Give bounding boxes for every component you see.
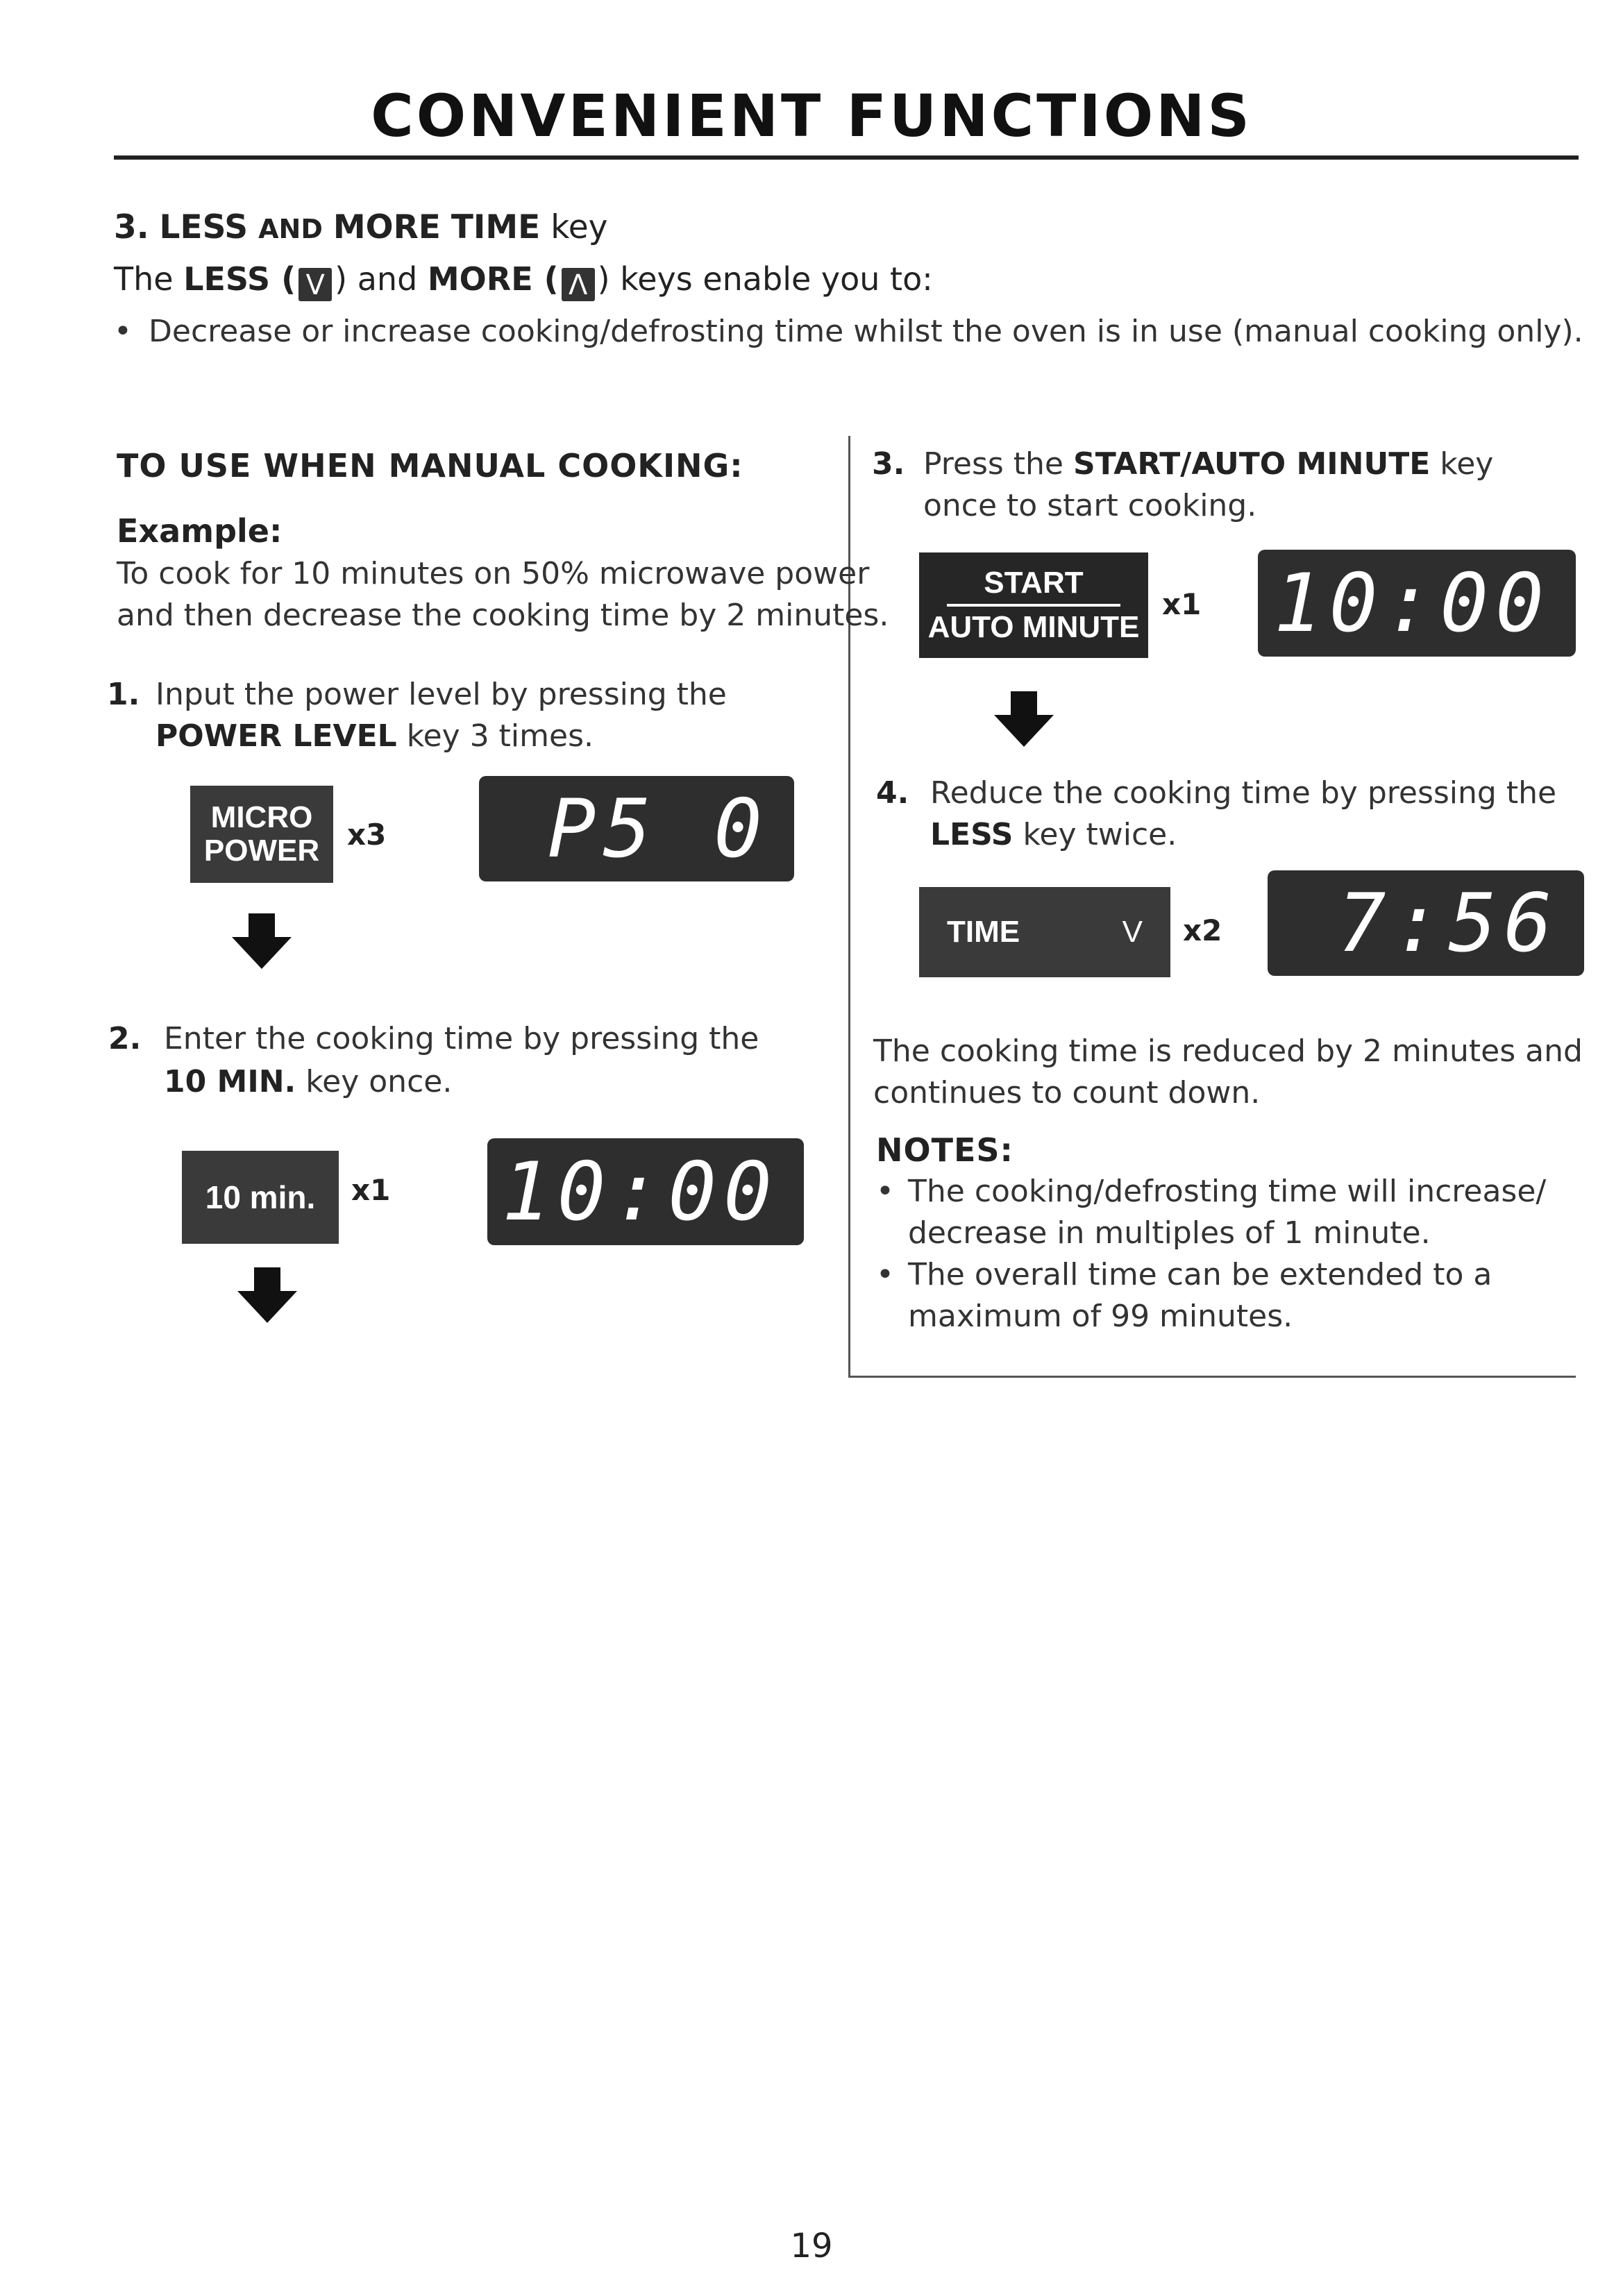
key-word: key: [550, 208, 608, 246]
time-word: TIME: [451, 208, 541, 246]
step1-number: 1.: [107, 677, 140, 712]
section-number: 3.: [114, 208, 149, 246]
bullet-text: Decrease or increase cooking/defrosting time whilst the oven is in use (manual cooking only).: [149, 314, 1583, 349]
step4-line-1: Reduce the cooking time by pressing the: [930, 775, 1557, 811]
and-word: AND: [258, 214, 323, 244]
step3-display: 10:00: [1258, 550, 1576, 657]
step2-multiplier: x1: [351, 1173, 391, 1207]
intro-and: ) and: [335, 260, 418, 298]
step4-rest: key twice.: [1023, 817, 1177, 852]
more-key-icon: Λ: [562, 268, 595, 301]
step2-line-1: Enter the cooking time by pressing the: [164, 1021, 759, 1056]
micro-power-line-2: POWER: [203, 834, 320, 868]
ten-min-button: 10 min.: [182, 1151, 339, 1244]
down-arrow-icon: [994, 691, 1054, 751]
start-label: START: [947, 566, 1120, 607]
note-1-line-1: The cooking/defrosting time will increase/: [908, 1174, 1547, 1209]
step3-pre: Press the: [923, 446, 1063, 482]
less-word: LESS: [159, 208, 249, 246]
note-2-bullet: •: [876, 1257, 894, 1292]
step1-key-name: POWER LEVEL: [155, 718, 397, 754]
less-symbol-icon: V: [1122, 914, 1143, 949]
intro-less: LESS (: [183, 260, 296, 298]
step2-number: 2.: [108, 1021, 142, 1056]
micro-power-button: [190, 786, 333, 883]
step3-number: 3.: [872, 446, 905, 482]
intro-rest: ) keys enable you to:: [597, 260, 933, 298]
less-key-icon: V: [298, 268, 332, 301]
manual-cooking-heading: TO USE WHEN MANUAL COOKING:: [117, 447, 743, 484]
note-2-line-1: The overall time can be extended to a: [908, 1257, 1492, 1292]
step3-multiplier: x1: [1162, 587, 1202, 621]
bullet-mark: •: [114, 314, 132, 349]
page-title: CONVENIENT FUNCTIONS: [371, 82, 1252, 150]
down-arrow-icon: [232, 913, 292, 973]
down-arrow-icon: [237, 1267, 297, 1327]
step1-line-1: Input the power level by pressing the: [155, 677, 727, 712]
note-1-bullet: •: [876, 1174, 894, 1209]
auto-minute-label: AUTO MINUTE: [927, 610, 1140, 644]
step2-key-name: 10 MIN.: [164, 1064, 296, 1099]
step1-line-2: [155, 715, 594, 758]
example-line-1: To cook for 10 minutes on 50% microwave power: [117, 556, 870, 591]
time-less-button: [919, 887, 1170, 977]
result-line-1: The cooking time is reduced by 2 minutes and: [873, 1033, 1583, 1069]
result-line-2: continues to count down.: [873, 1075, 1261, 1111]
step1-multiplier: x3: [347, 818, 387, 852]
step2-rest: key once.: [305, 1064, 453, 1099]
step2-line-2: [164, 1061, 452, 1104]
example-line-2: and then decrease the cooking time by 2 minutes.: [117, 598, 889, 633]
intro-line: [114, 260, 933, 301]
section-heading: [114, 208, 608, 246]
step4-line-2: [930, 813, 1177, 856]
notes-heading: NOTES:: [876, 1131, 1014, 1169]
step4-key-name: LESS: [930, 817, 1014, 852]
intro-the: The: [114, 260, 174, 298]
micro-power-line-1: MICRO: [210, 800, 313, 834]
step1-display: P5 0: [479, 776, 794, 881]
column-bottom-rule: [848, 1376, 1576, 1378]
step3-line-1: [923, 443, 1493, 486]
step3-key-name: START/AUTO MINUTE: [1073, 446, 1431, 482]
more-word: MORE: [333, 208, 441, 246]
step1-rest: key 3 times.: [406, 718, 594, 754]
time-button-label: TIME: [947, 914, 1020, 949]
page-number: 19: [790, 2227, 833, 2265]
step4-multiplier: x2: [1183, 913, 1222, 947]
start-auto-minute-button: [919, 552, 1148, 658]
note-1-line-2: decrease in multiples of 1 minute.: [908, 1215, 1431, 1251]
intro-bullet: [114, 314, 1583, 349]
step3-line-2: once to start cooking.: [923, 488, 1257, 523]
title-rule: [114, 155, 1579, 160]
step2-display: 10:00: [487, 1138, 804, 1245]
note-2-line-2: maximum of 99 minutes.: [908, 1299, 1293, 1334]
example-label: Example:: [117, 512, 283, 550]
step4-number: 4.: [876, 775, 909, 811]
step4-display: 7:56: [1268, 870, 1584, 976]
intro-more: MORE (: [427, 260, 559, 298]
step3-post: key: [1440, 446, 1494, 482]
